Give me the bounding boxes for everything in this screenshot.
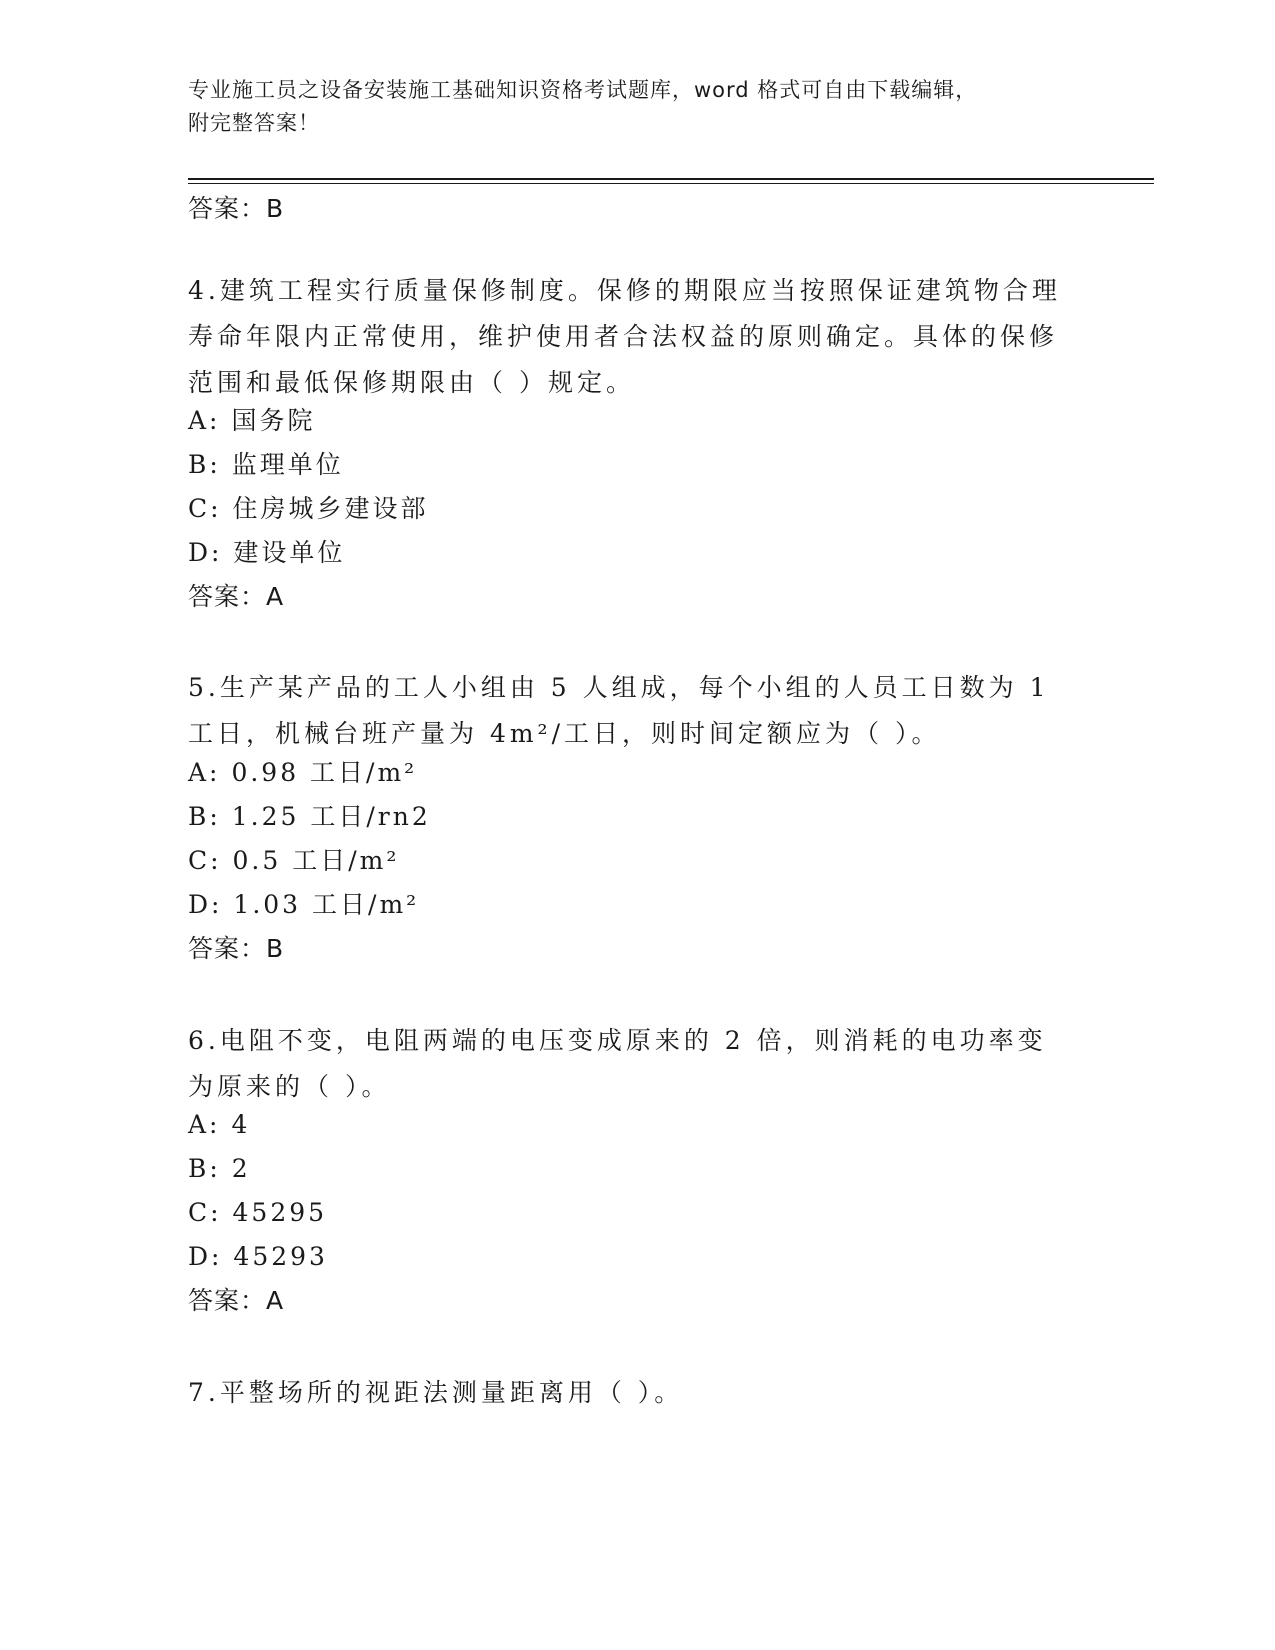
- option-key: B:: [188, 1154, 221, 1183]
- answer-q4: 答案：A: [188, 582, 285, 611]
- option-5b: [188, 800, 431, 834]
- page-header: [188, 74, 1068, 140]
- option-4c: [188, 492, 429, 526]
- option-key: A:: [188, 406, 221, 435]
- option-6b: [188, 1152, 251, 1186]
- option-key: D:: [188, 538, 223, 567]
- option-text: 45293: [233, 1242, 328, 1271]
- header-divider-thin: [188, 183, 1154, 184]
- header-line-2: 附完整答案！: [188, 111, 320, 135]
- option-key: A:: [188, 758, 221, 787]
- option-4b: [188, 448, 344, 482]
- option-5c: [188, 844, 399, 878]
- option-text: 住房城乡建设部: [232, 494, 429, 523]
- answer-q5: 答案：B: [188, 934, 285, 963]
- option-text: 4: [231, 1110, 251, 1139]
- option-key: C:: [188, 494, 222, 523]
- option-key: B:: [188, 802, 221, 831]
- option-6a: [188, 1108, 250, 1142]
- option-6d: [188, 1240, 328, 1274]
- question-6: 6.电阻不变，电阻两端的电压变成原来的 2 倍，则消耗的电功率变为原来的（ ）。: [188, 1026, 1047, 1101]
- option-key: A:: [188, 1110, 221, 1139]
- option-6c: [188, 1196, 327, 1230]
- option-text: 0.98 工日/m²: [231, 758, 418, 787]
- option-key: B:: [188, 450, 221, 479]
- answer-q6: 答案：A: [188, 1286, 285, 1315]
- option-5d: [188, 888, 419, 922]
- option-text: 45295: [232, 1198, 328, 1227]
- question-4: 4.建筑工程实行质量保修制度。保修的期限应当按照保证建筑物合理寿命年限内正常使用，维护使用者合法权益的原则确定。具体的保修范围和最低保修期限由（ ）规定。: [188, 276, 1061, 397]
- question-5: 5.生产某产品的工人小组由 5 人组成，每个小组的人员工日数为 1 工日，机械台班产量为 4m²/工日，则时间定额应为（ ）。: [188, 673, 1050, 748]
- header-divider-thick: [188, 178, 1154, 180]
- option-5a: [188, 756, 417, 790]
- question-7: 7.平整场所的视距法测量距离用（ ）。: [188, 1378, 684, 1407]
- option-key: D:: [188, 890, 223, 919]
- option-key: C:: [188, 846, 222, 875]
- option-text: 1.03 工日/m²: [233, 890, 420, 919]
- option-text: 1.25 工日/rn2: [231, 802, 431, 831]
- option-key: D:: [188, 1242, 223, 1271]
- answer-q3: 答案：B: [188, 194, 285, 223]
- option-4d: [188, 536, 345, 570]
- option-text: 建设单位: [233, 538, 346, 567]
- header-line-1: 专业施工员之设备安装施工基础知识资格考试题库，word 格式可自由下载编辑，: [188, 78, 978, 102]
- option-4a: [188, 404, 315, 438]
- option-text: 2: [231, 1154, 251, 1183]
- option-key: C:: [188, 1198, 222, 1227]
- option-text: 国务院: [231, 406, 316, 435]
- option-text: 监理单位: [231, 450, 344, 479]
- option-text: 0.5 工日/m²: [232, 846, 400, 875]
